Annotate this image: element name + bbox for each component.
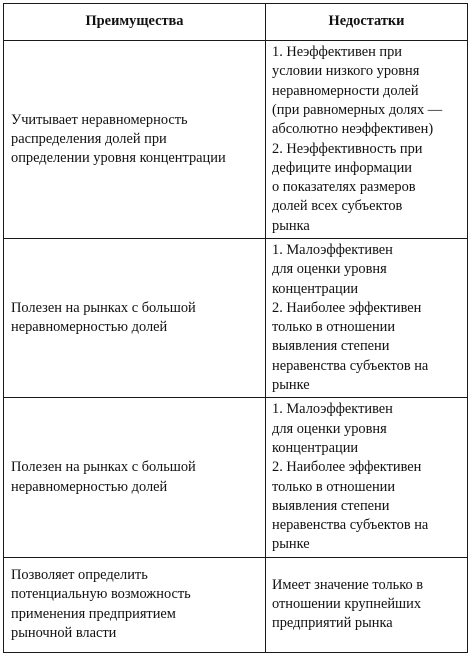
advantage-cell (4, 239, 266, 398)
cell-line: только в отношении (272, 478, 396, 495)
cell-line: долей всех субъектов (272, 198, 403, 215)
disadvantage-cell (266, 239, 468, 398)
cell-line: 1. Неэффективен при (272, 44, 403, 61)
cell-line: рынка (272, 217, 310, 234)
header-advantages: Преимущества (4, 4, 266, 41)
advantage-cell (4, 41, 266, 239)
disadvantage-cell (266, 557, 468, 652)
cell-line: Учитывает неравномерность (11, 111, 188, 128)
cell-line: определении уровня концентрации (11, 150, 226, 167)
cell-line: Полезен на рынках с большой (11, 459, 196, 476)
cell-line: выявления степени (272, 338, 390, 355)
disadvantage-cell (266, 41, 468, 239)
table-row (4, 239, 468, 398)
cell-line: дефиците информации (272, 159, 412, 176)
cell-line: потенциальную возможность (11, 586, 191, 603)
cell-line: абсолютно неэффективен) (272, 121, 434, 138)
table-header-row (4, 4, 468, 41)
table-row (4, 41, 468, 239)
cell-line: неравномерностью долей (11, 478, 168, 495)
comparison-table-container (3, 3, 467, 653)
cell-line: Имеет значение только в (272, 576, 424, 593)
cell-line: рынке (272, 536, 310, 553)
cell-line: выявления степени (272, 497, 390, 514)
cell-line: 2. Неэффективность при (272, 140, 423, 157)
cell-line: 1. Малоэффективен (272, 401, 393, 418)
table-row (4, 557, 468, 652)
cell-line: распределения долей при (11, 130, 167, 147)
cell-line: неравномерности долей (272, 82, 419, 99)
header-disadvantages: Недостатки (266, 4, 468, 41)
cell-line: рыночной власти (11, 625, 117, 642)
cell-line: отношении крупнейших (272, 596, 422, 613)
comparison-table (3, 3, 468, 653)
cell-line: предприятий рынка (272, 615, 393, 632)
cell-line: Полезен на рынках с большой (11, 299, 196, 316)
cell-line: 2. Наиболее эффективен (272, 299, 422, 316)
cell-line: (при равномерных долях — (272, 101, 443, 118)
cell-line: 2. Наиболее эффективен (272, 459, 422, 476)
table-row (4, 398, 468, 557)
cell-line: Позволяет определить (11, 567, 148, 584)
cell-line: для оценки уровня (272, 261, 387, 278)
cell-line: неравенства субъектов на (272, 357, 429, 374)
cell-line: применения предприятием (11, 605, 176, 622)
cell-line: для оценки уровня (272, 420, 387, 437)
cell-line: концентрации (272, 280, 359, 297)
cell-line: концентрации (272, 439, 359, 456)
cell-line: только в отношении (272, 319, 396, 336)
cell-line: о показателях размеров (272, 179, 416, 196)
cell-line: неравенства субъектов на (272, 517, 429, 534)
advantage-cell (4, 557, 266, 652)
cell-line: условии низкого уровня (272, 63, 420, 80)
cell-line: рынке (272, 377, 310, 394)
cell-line: 1. Малоэффективен (272, 242, 393, 258)
cell-line: неравномерностью долей (11, 319, 168, 336)
disadvantage-cell (266, 398, 468, 557)
advantage-cell (4, 398, 266, 557)
